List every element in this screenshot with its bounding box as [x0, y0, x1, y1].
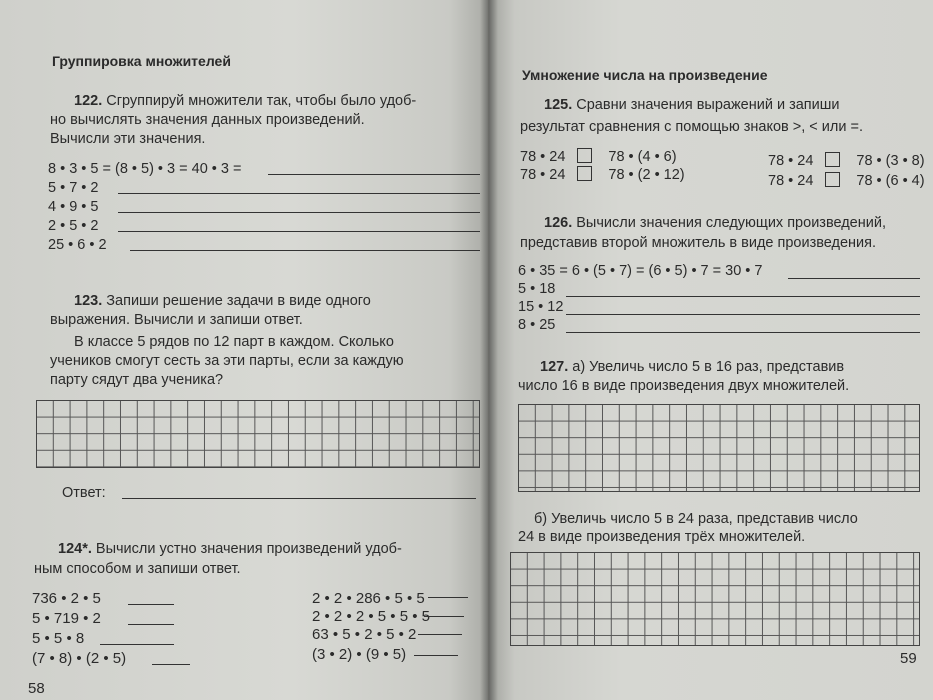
ex127b-squared-grid[interactable]: [510, 552, 920, 646]
ex125-pair-1: 78 • 24 78 • (4 • 6): [520, 149, 677, 165]
answer-line[interactable]: [128, 624, 174, 625]
ex127a-squared-grid[interactable]: [518, 404, 920, 492]
ex123-problem-3: парту сядут два ученика?: [50, 372, 224, 388]
ex123-problem-1: В классе 5 рядов по 12 парт в каждом. Сколько: [74, 334, 394, 350]
ex124-right-3: 63 • 5 • 2 • 5 • 2: [312, 626, 417, 643]
ex124-line-2: ным способом и запиши ответ.: [34, 561, 241, 577]
book-gutter: [480, 0, 498, 700]
answer-line[interactable]: [418, 634, 462, 635]
ex122-line-2: но вычислять значения данных произведений.: [50, 112, 365, 128]
ex125-number: 125.: [544, 97, 573, 113]
answer-label: Ответ:: [62, 485, 106, 501]
ex124-left-4: (7 • 8) • (2 • 5): [32, 650, 127, 667]
ex127-number: 127.: [540, 359, 569, 375]
answer-line[interactable]: [424, 616, 464, 617]
ex125-line-1: 125. Сравни значения выражений и запиши: [544, 97, 840, 113]
answer-line[interactable]: [122, 498, 476, 499]
ex122-number: 122.: [74, 93, 103, 109]
ex126-row-2: 5 • 18: [518, 281, 556, 297]
answer-line[interactable]: [428, 597, 468, 598]
answer-line[interactable]: [788, 278, 920, 279]
ex127-line-2: число 16 в виде произведения двух множителей.: [518, 378, 850, 394]
answer-line[interactable]: [118, 193, 480, 194]
ex126-number: 126.: [544, 215, 573, 231]
ex125-pair-2: 78 • 24 78 • (2 • 12): [520, 167, 685, 183]
ex122-row-1: 8 • 3 • 5 = (8 • 5) • 3 = 40 • 3 =: [48, 161, 242, 177]
answer-line[interactable]: [100, 644, 174, 645]
ex126-line-1: 126. Вычисли значения следующих произведений,: [544, 215, 886, 231]
section-title-right: Умножение числа на произведение: [522, 67, 768, 83]
answer-line[interactable]: [130, 250, 480, 251]
ex126-row-3: 15 • 12: [518, 299, 564, 315]
ex123-line-2: выражения. Вычисли и запиши ответ.: [50, 312, 303, 328]
ex127-line-1: 127. а) Увеличь число 5 в 16 раз, представив: [540, 359, 845, 375]
ex127b-line-2: 24 в виде произведения трёх множителей.: [518, 529, 806, 545]
comparison-box[interactable]: [825, 172, 840, 187]
ex122-row-4: 2 • 5 • 2: [48, 218, 99, 234]
ex126-row-4: 8 • 25: [518, 317, 556, 333]
ex127b-line-1: б) Увеличь число 5 в 24 раза, представив число: [534, 511, 858, 527]
ex122-row-5: 25 • 6 • 2: [48, 237, 107, 253]
ex124-right-4: (3 • 2) • (9 • 5): [312, 646, 407, 663]
answer-line[interactable]: [414, 655, 458, 656]
ex123-line-1: 123. Запиши решение задачи в виде одного: [74, 293, 371, 309]
answer-line[interactable]: [128, 604, 174, 605]
answer-line[interactable]: [268, 174, 480, 175]
answer-line[interactable]: [118, 212, 480, 213]
answer-line[interactable]: [566, 314, 920, 315]
comparison-box[interactable]: [577, 148, 592, 163]
ex122-line-1: 122. Сгруппируй множители так, чтобы было удоб-: [74, 93, 417, 109]
ex124-left-3: 5 • 5 • 8: [32, 630, 85, 647]
ex124-right-1: 2 • 2 • 286 • 5 • 5: [312, 590, 425, 607]
ex124-line-1: 124*. Вычисли устно значения произведений удоб-: [58, 541, 402, 557]
ex123-problem-2: учеников смогут сесть за эти парты, если за каждую: [50, 353, 404, 369]
page-number-right: 59: [900, 650, 917, 667]
ex123-number: 123.: [74, 293, 103, 309]
ex124-number: 124*.: [58, 541, 92, 557]
answer-line[interactable]: [118, 231, 480, 232]
ex123-squared-grid[interactable]: [36, 400, 480, 468]
ex125-pair-3: 78 • 24 78 • (3 • 8): [768, 153, 925, 169]
comparison-box[interactable]: [577, 166, 592, 181]
ex122-row-3: 4 • 9 • 5: [48, 199, 99, 215]
ex124-left-2: 5 • 719 • 2: [32, 610, 101, 627]
right-page: [488, 0, 933, 700]
page-number-left: 58: [28, 680, 45, 697]
comparison-box[interactable]: [825, 152, 840, 167]
ex125-pair-4: 78 • 24 78 • (6 • 4): [768, 173, 925, 189]
ex124-right-2: 2 • 2 • 2 • 5 • 5 • 5: [312, 608, 430, 625]
ex126-row-1: 6 • 35 = 6 • (5 • 7) = (6 • 5) • 7 = 30 • 7: [518, 263, 763, 279]
ex124-left-1: 736 • 2 • 5: [32, 590, 101, 607]
ex122-line-3: Вычисли эти значения.: [50, 131, 206, 147]
ex122-row-2: 5 • 7 • 2: [48, 180, 99, 196]
answer-line[interactable]: [152, 664, 190, 665]
section-title-left: Группировка множителей: [52, 53, 231, 69]
ex125-line-2: результат сравнения с помощью знаков >, < или =.: [520, 119, 863, 135]
ex126-line-2: представив второй множитель в виде произведения.: [520, 235, 877, 251]
answer-line[interactable]: [566, 296, 920, 297]
answer-line[interactable]: [566, 332, 920, 333]
